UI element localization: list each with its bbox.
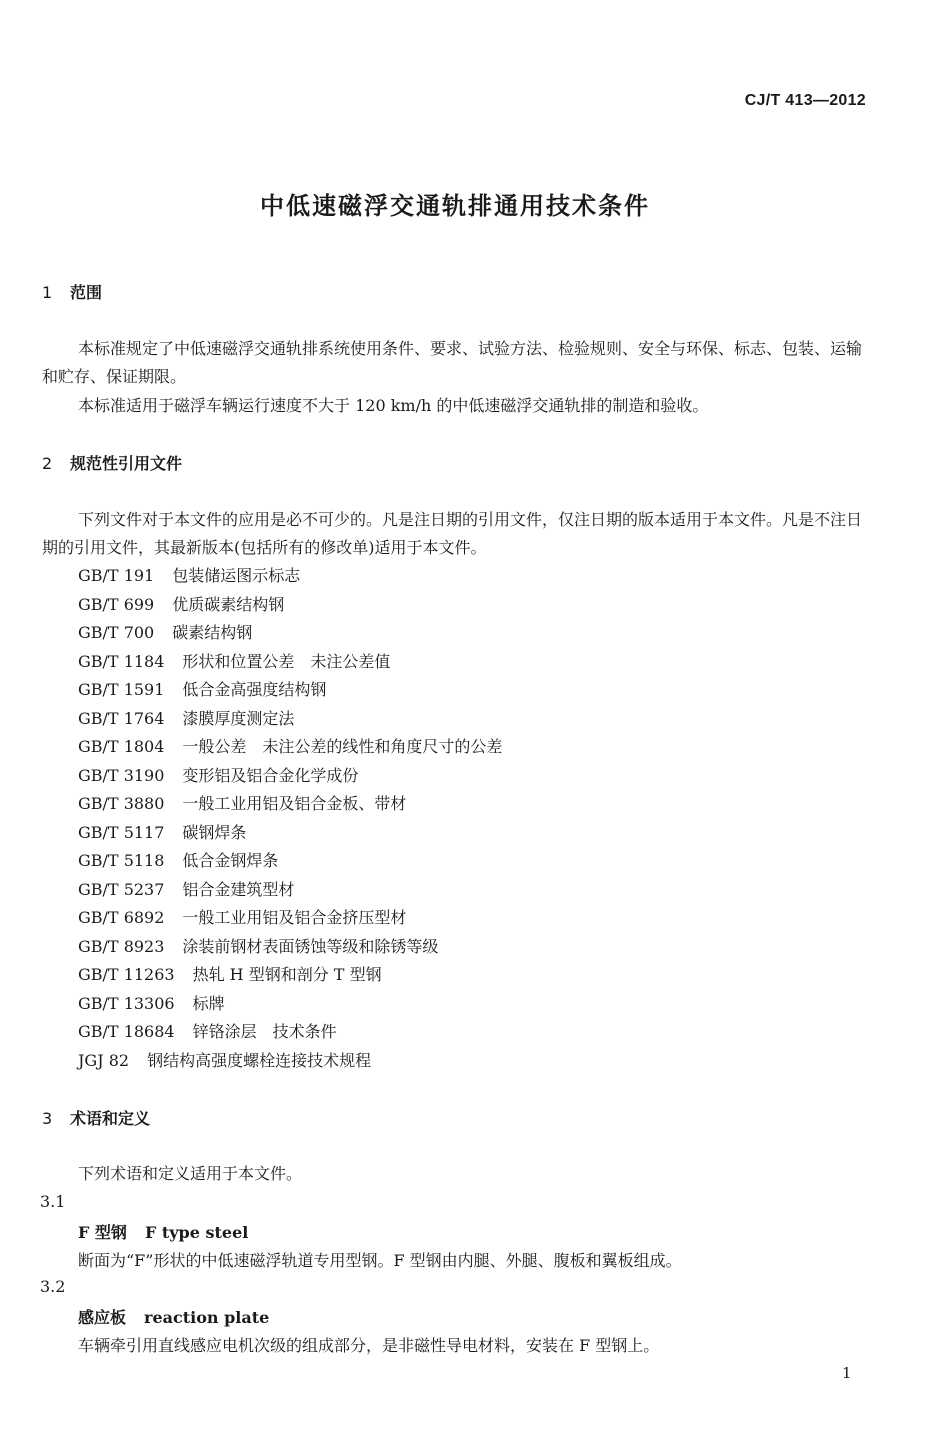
term-name-cn: 感应板 <box>78 1308 127 1327</box>
reference-title: 涂装前钢材表面锈蚀等级和除锈等级 <box>182 936 439 956</box>
paragraph-text: 本标准适用于磁浮车辆运行速度不大于 120 km/h 的中低速磁浮交通轨排的制造和验收。 <box>78 396 709 415</box>
reference-title: 优质碳素结构钢 <box>172 594 285 614</box>
reference-title: 碳素结构钢 <box>172 623 253 642</box>
references-intro <box>42 506 868 562</box>
reference-code: GB/T 13306 <box>78 993 175 1013</box>
reference-code: GB/T 8923 <box>78 936 165 956</box>
section-title: 术语和定义 <box>70 1109 151 1128</box>
scope-paragraph-1 <box>42 335 868 391</box>
reference-code: GB/T 1184 <box>78 651 165 671</box>
paragraph-text: 本标准规定了中低速磁浮交通轨排系统使用条件、要求、试验方法、检验规则、安全与环保、标志、包装、运输和贮存、保证期限。 <box>42 339 863 386</box>
section-1-heading <box>42 280 102 303</box>
reference-code: GB/T 5117 <box>78 822 165 842</box>
reference-code: GB/T 191 <box>78 566 155 585</box>
reference-code: GB/T 700 <box>78 623 155 642</box>
term-definition: 车辆牵引用直线感应电机次级的组成部分，是非磁性导电材料，安装在 F 型钢上。 <box>78 1336 660 1355</box>
reference-item <box>78 705 502 734</box>
reference-code: GB/T 18684 <box>78 1022 175 1041</box>
section-title: 规范性引用文件 <box>70 454 183 473</box>
reference-item <box>78 961 502 990</box>
section-title: 范围 <box>70 283 103 302</box>
reference-item <box>78 819 502 848</box>
reference-title: 热轧 H 型钢和剖分 T 型钢 <box>192 965 382 984</box>
scope-paragraph-2 <box>42 392 868 420</box>
terms-intro <box>42 1160 868 1188</box>
reference-title: 标牌 <box>192 993 225 1013</box>
reference-title: 低合金高强度结构钢 <box>182 680 327 699</box>
reference-item <box>78 990 502 1019</box>
reference-code: GB/T 5237 <box>78 879 165 899</box>
reference-code: GB/T 11263 <box>78 965 175 984</box>
reference-code: GB/T 1764 <box>78 708 165 728</box>
reference-item <box>78 876 502 905</box>
reference-title: 漆膜厚度测定法 <box>182 708 295 728</box>
paragraph-text: 下列术语和定义适用于本文件。 <box>78 1164 303 1183</box>
term-name-en: F type steel <box>144 1223 249 1242</box>
reference-title: 锌铬涂层 技术条件 <box>192 1022 337 1041</box>
reference-code: JGJ 82 <box>78 1050 130 1070</box>
reference-item <box>78 847 502 876</box>
reference-code: GB/T 3880 <box>78 794 165 813</box>
reference-item <box>78 648 502 677</box>
reference-code: GB/T 5118 <box>78 851 165 870</box>
section-3-heading <box>42 1106 150 1129</box>
reference-title: 低合金钢焊条 <box>182 851 279 870</box>
reference-title: 一般工业用铝及铝合金挤压型材 <box>182 908 407 927</box>
reference-item <box>78 904 502 933</box>
reference-item <box>78 762 502 791</box>
reference-title: 一般公差 未注公差的线性和角度尺寸的公差 <box>182 737 503 756</box>
reference-title: 碳钢焊条 <box>182 822 247 842</box>
term-name <box>78 1220 248 1243</box>
section-number: 3 <box>42 1109 53 1128</box>
paragraph-text: 下列文件对于本文件的应用是必不可少的。凡是注日期的引用文件，仅注日期的版本适用于本文件。凡是不注日期的引用文件，其最新版本(包括所有的修改单)适用于本文件。 <box>42 510 863 557</box>
term-number: 3.2 <box>40 1277 66 1296</box>
reference-item <box>78 733 502 762</box>
section-2-heading <box>42 451 182 474</box>
reference-item <box>78 1018 502 1047</box>
reference-item <box>78 1047 502 1076</box>
term-number: 3.1 <box>40 1192 66 1211</box>
page-number: 1 <box>842 1364 852 1382</box>
reference-code: GB/T 3190 <box>78 765 165 785</box>
reference-code: GB/T 1591 <box>78 680 165 699</box>
reference-title: 铝合金建筑型材 <box>182 879 295 899</box>
reference-title: 包装储运图示标志 <box>172 566 301 585</box>
reference-item <box>78 619 502 648</box>
term-name-en: reaction plate <box>144 1308 270 1327</box>
section-number: 2 <box>42 454 53 473</box>
reference-item <box>78 562 502 591</box>
document-title: 中低速磁浮交通轨排通用技术条件 <box>260 192 650 220</box>
reference-item <box>78 933 502 962</box>
reference-code: GB/T 1804 <box>78 737 165 756</box>
reference-code: GB/T 6892 <box>78 908 165 927</box>
term-definition: 断面为“F”形状的中低速磁浮轨道专用型钢。F 型钢由内腿、外腿、腹板和翼板组成。 <box>78 1251 682 1270</box>
reference-title: 变形铝及铝合金化学成份 <box>182 765 359 785</box>
reference-item <box>78 591 502 620</box>
reference-list <box>78 562 502 1075</box>
reference-code: GB/T 699 <box>78 594 155 614</box>
reference-title: 一般工业用铝及铝合金板、带材 <box>182 794 407 813</box>
standard-code: CJ/T 413—2012 <box>744 92 866 109</box>
reference-item <box>78 676 502 705</box>
reference-item <box>78 790 502 819</box>
section-number: 1 <box>42 283 53 302</box>
term-name-cn: F 型钢 <box>78 1223 127 1242</box>
term-name <box>78 1305 269 1328</box>
reference-title: 形状和位置公差 未注公差值 <box>182 651 391 671</box>
reference-title: 钢结构高强度螺栓连接技术规程 <box>147 1050 372 1070</box>
